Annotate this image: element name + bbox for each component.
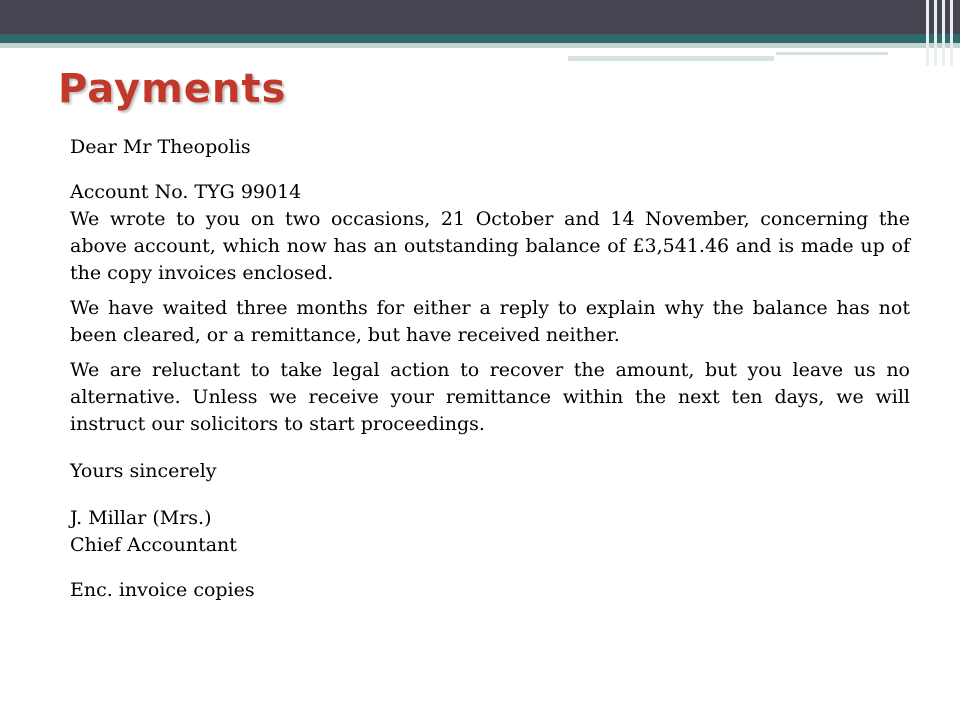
slide-title: Payments (58, 66, 287, 112)
paragraph: We are reluctant to take legal action to recover the amount, but you leave us no alternative. Unless we receive your remittance within the next ten days, we will instruct our solicitors to start proceedings. (70, 359, 910, 435)
decorative-line (568, 56, 774, 61)
header-band (0, 0, 960, 34)
paragraph: We wrote to you on two occasions, 21 October and 14 November, concerning the above account, which now has an outstanding balance of £3,541.46 and is made up of the copy invoices enclosed. (70, 208, 910, 284)
enclosure-note: Enc. invoice copies (70, 579, 255, 601)
signature-name: J. Millar (Mrs.) (70, 507, 212, 529)
closing: Yours sincerely (70, 460, 217, 482)
decorative-line (776, 52, 888, 55)
header-accent-bar (0, 34, 960, 43)
header-shadow-bar (0, 43, 960, 48)
paragraph: We have waited three months for either a reply to explain why the balance has not been cleared, or a remittance, but have received neither. (70, 297, 910, 346)
signature-title: Chief Accountant (70, 534, 237, 556)
salutation: Dear Mr Theopolis (70, 136, 251, 158)
letter-body (70, 134, 910, 612)
account-reference: Account No. TYG 99014 (70, 181, 302, 203)
decorative-stripes (920, 0, 960, 66)
